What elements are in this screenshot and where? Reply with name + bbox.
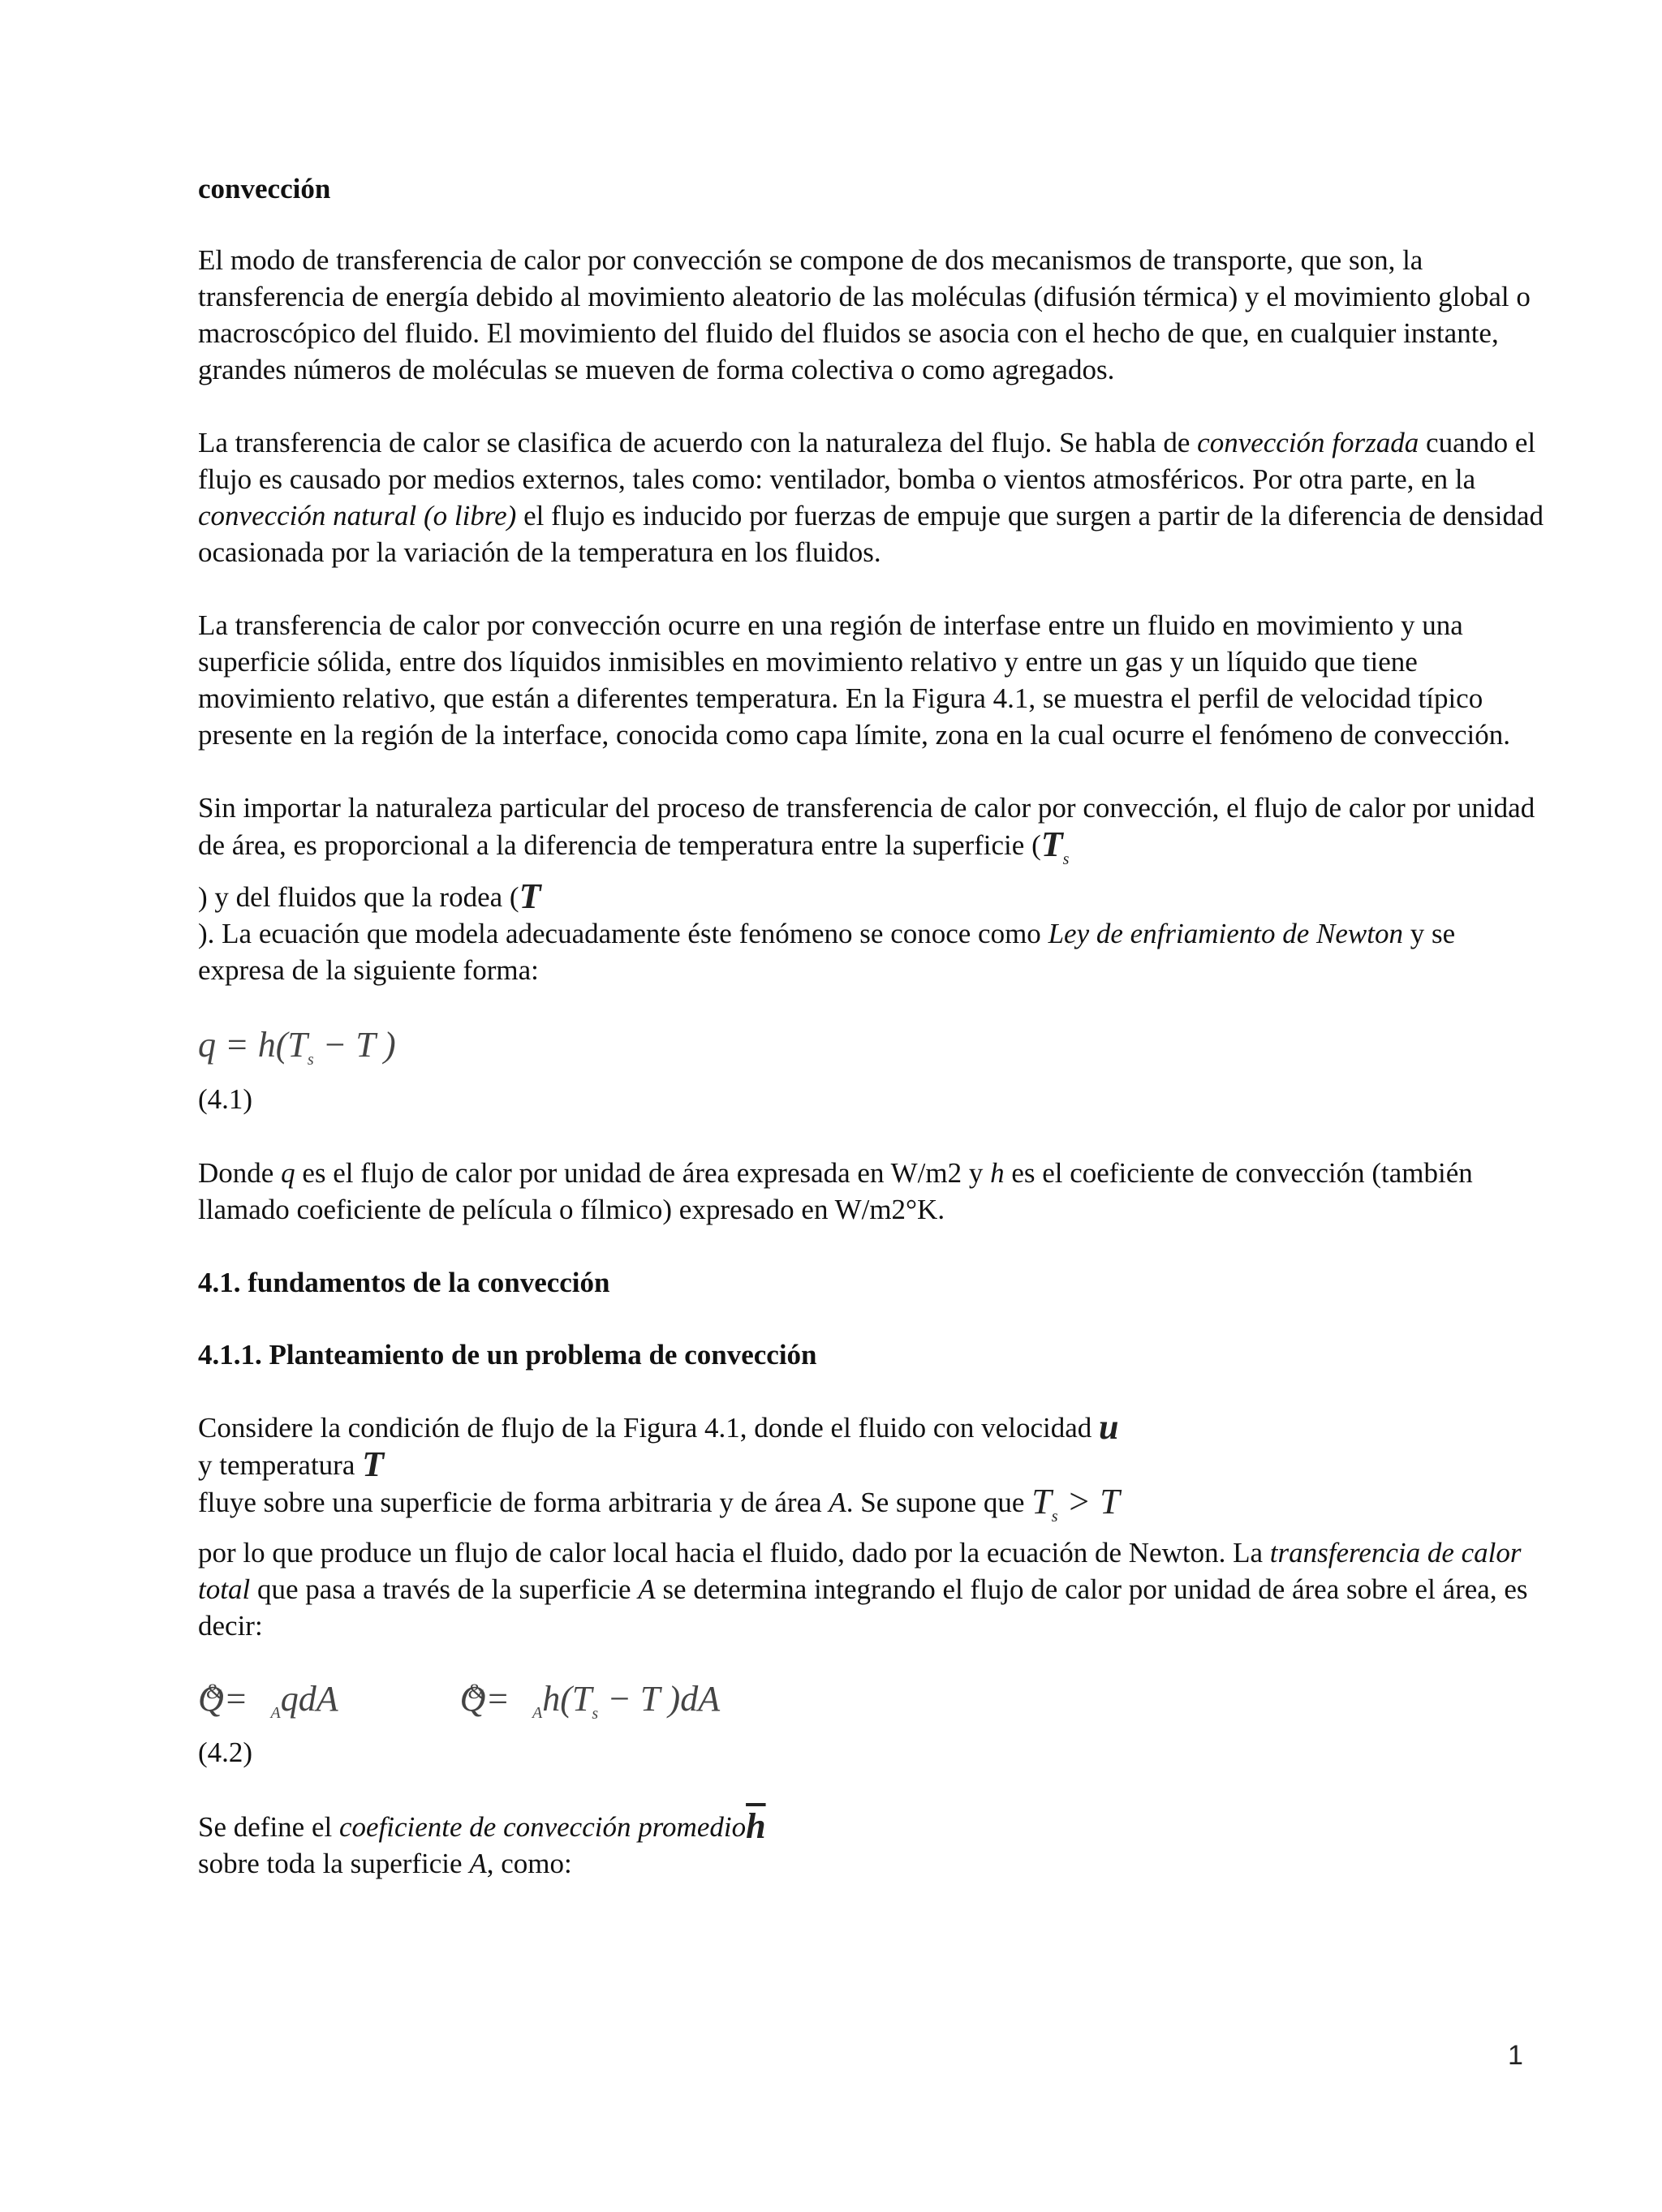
term-newton-law: Ley de enfriamiento de Newton bbox=[1048, 917, 1403, 949]
text-run: ) y del fluidos que la rodea ( bbox=[198, 880, 519, 913]
symbol-t: T bbox=[519, 876, 541, 916]
text-run: sobre toda la superficie bbox=[198, 1848, 470, 1880]
paragraph-classification bbox=[198, 424, 1545, 570]
symbol-h-bar: $\overline{h}$ bbox=[746, 1806, 766, 1847]
document-body bbox=[198, 170, 1545, 1882]
text-run: fluye sobre una superficie de forma arbitraria y de área bbox=[198, 1486, 829, 1518]
equation-number-4-2: (4.2) bbox=[198, 1736, 253, 1769]
paragraph-definitions bbox=[198, 1155, 1545, 1228]
text-run: es el flujo de calor por unidad de área expresada en W/m2 y bbox=[295, 1156, 991, 1189]
heading-4-1-1: 4.1.1. Planteamiento de un problema de convección bbox=[198, 1338, 817, 1371]
var-a: A bbox=[829, 1486, 846, 1518]
text-run: y se expresa de la siguiente forma: bbox=[198, 917, 1456, 986]
term-total-heat: transferencia de calor total bbox=[198, 1537, 1522, 1606]
paragraph-newton-law bbox=[198, 790, 1545, 988]
equation-4-2-left: & Q= $_A$qdA bbox=[198, 1678, 338, 1735]
text-run: y temperatura bbox=[198, 1448, 363, 1481]
symbol-u: u bbox=[1099, 1406, 1119, 1447]
text-run: por lo que produce un flujo de calor local hacia el fluido, dado por la ecuación de Newton. La bbox=[198, 1537, 1270, 1569]
var-q: q bbox=[281, 1156, 295, 1189]
paragraph-average-coefficient bbox=[198, 1808, 1545, 1882]
term-average-coefficient: coeficiente de convección promedio bbox=[338, 1811, 747, 1844]
symbol-ts: $T_s$ bbox=[1040, 824, 1070, 868]
text-run: se determina integrando el flujo de calor por unidad de área sobre el área, es decir: bbox=[198, 1573, 1528, 1642]
var-a: A bbox=[469, 1848, 487, 1880]
term-forced-convection: convección forzada bbox=[1197, 427, 1419, 458]
text-run: La transferencia de calor se clasifica de acuerdo con la naturaleza del flujo. Se habla de bbox=[198, 427, 1198, 458]
text-run: que pasa a través de la superficie bbox=[250, 1573, 639, 1606]
text-run: . Se supone que bbox=[846, 1486, 1032, 1518]
equation-number-4-1: (4.1) bbox=[198, 1082, 253, 1115]
heading-4-1: 4.1. fundamentos de la convección bbox=[198, 1266, 610, 1298]
text-run: Sin importar la naturaleza particular del proceso de transferencia de calor por convección, el flujo de calor por unidad de área, es proporcional a la diferencia de temperatura entre la superficie ( bbox=[198, 792, 1535, 861]
section-title: convección bbox=[198, 173, 331, 204]
text-run: es el coeficiente de convección (también llamado coeficiente de película o fílmico) expresado en W/m2°K. bbox=[198, 1156, 1473, 1225]
term-natural-convection: convección natural (o libre) bbox=[198, 500, 517, 531]
equation-4-2-right: & $Q= _Ah(T_s - T$ )dA bbox=[460, 1678, 721, 1735]
paragraph-intro: El modo de transferencia de calor por convección se compone de dos mecanismos de transporte, que son, la transferencia de energía debido al movimiento aleatorio de las moléculas (difusión térmica) y el movimiento global o macroscópico del fluido. El movimiento del fluido del fluidos se asocia con el hecho de que, en cualquier instante, grandes números de moléculas se mueven de forma colectiva o como agregados. bbox=[198, 244, 1531, 385]
var-a: A bbox=[638, 1573, 656, 1606]
text-run: el flujo es inducido por fuerzas de empuje que surgen a partir de la diferencia de densidad ocasionada por la variación de la temperatura en los fluidos. bbox=[198, 500, 1544, 568]
text-run: , como: bbox=[486, 1848, 572, 1880]
var-h: h bbox=[990, 1156, 1005, 1189]
paragraph-problem bbox=[198, 1406, 1545, 1645]
paragraph-interface: La transferencia de calor por convección ocurre en una región de interfase entre un fluido en movimiento y una superficie sólida, entre dos líquidos inmisibles en movimiento relativo y entre un gas y un líquido que tiene movimiento relativo, que están a diferentes temperatura. En la Figura 4.1, se muestra el perfil de velocidad típico presente en la región de la interface, conocida como capa límite, zona en la cual ocurre el fenómeno de convección. bbox=[198, 609, 1510, 751]
equation-4-1: $q = h(T_s - T$ ) bbox=[198, 1024, 396, 1069]
text-run: ). La ecuación que modela adecuadamente éste fenómeno se conoce como bbox=[198, 917, 1048, 949]
text-run: Donde bbox=[198, 1156, 282, 1189]
text-run: Se define el bbox=[198, 1811, 339, 1844]
text-run: Considere la condición de flujo de la Figura 4.1, donde el fluido con velocidad bbox=[198, 1411, 1099, 1444]
equation-4-2 bbox=[198, 1678, 1545, 1734]
symbol-ts-gt-t: $T_s > T$ bbox=[1031, 1481, 1120, 1526]
text-run: cuando el flujo es causado por medios externos, tales como: ventilador, bomba o vientos atmosféricos. Por otra parte, en la bbox=[198, 427, 1536, 495]
page-number: 1 bbox=[1508, 2040, 1523, 2071]
symbol-t: T bbox=[362, 1444, 385, 1484]
